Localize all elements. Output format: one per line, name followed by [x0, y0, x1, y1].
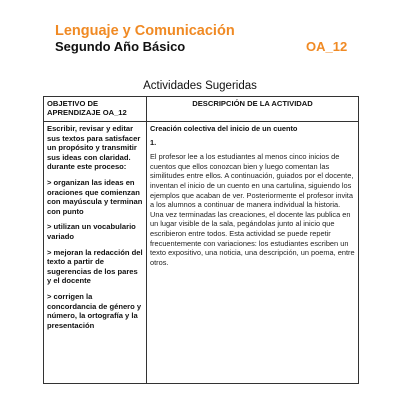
objective-code: OA_12: [306, 39, 348, 54]
subject-title: Lenguaje y Comunicación: [55, 23, 235, 39]
activity-number: 1.: [150, 137, 157, 147]
objective-column-header: OBJETIVO DE APRENDIZAJE OA_12: [44, 97, 147, 122]
activity-title: Creación colectiva del inicio de un cuento: [150, 124, 298, 133]
objective-item: > corrigen la concordancia de género y número, la ortografía y la presentación: [47, 291, 142, 330]
activities-table: [43, 96, 359, 384]
objective-cell: [44, 122, 147, 384]
objective-item: > organizan las ideas en oraciones que comienzan con mayúscula y terminan con punto: [47, 177, 143, 216]
description-column-header: DESCRIPCIÓN DE LA ACTIVIDAD: [147, 97, 359, 122]
objective-item: > utilizan un vocabulario variado: [47, 222, 136, 241]
grade-title: Segundo Año Básico: [55, 39, 186, 54]
table-header-row: [44, 97, 359, 122]
table-row: [44, 122, 359, 384]
objective-intro: Escribir, revisar y editar sus textos para satisfacer un propósito y transmitir sus ideas con claridad. durante este proceso:: [47, 124, 141, 172]
section-title: Actividades Sugeridas: [143, 80, 257, 92]
objective-item: > mejoran la redacción del texto a partir de sugerencias de los pares y el docente: [47, 247, 143, 286]
description-cell: [147, 122, 359, 384]
activity-body: El profesor lee a los estudiantes al menos cinco inicios de cuentos que ellos conozcan bien y luego comentan las similitudes entre ellos. A continuación, guiados por el docente, inventan el inicio de un cuento en una cartulina, siguiendo los ejemplos que acaban de ver. Posteriormente el profesor invita a los alumnos a continuar de manera individual la historia. Una vez terminadas las creaciones, el docente las publica en un lugar visible de la sala, pegándolas junto al inicio que escribieron entre todos. Esta actividad se puede repetir frecuentemente con variaciones: los estudiantes escriben un texto expositivo, una noticia, una descripción, un poema, entre otros.: [150, 152, 355, 267]
